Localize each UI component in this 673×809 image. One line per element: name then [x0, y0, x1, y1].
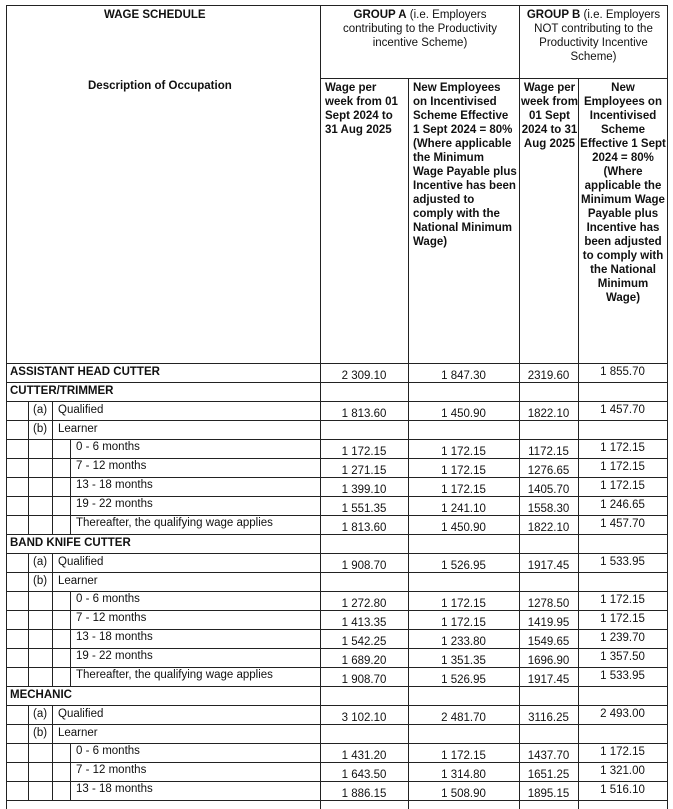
sub-marker: (b): [33, 423, 48, 435]
indent-divider: [52, 439, 53, 458]
group-b-incentive-value: 1 172.15: [600, 442, 645, 454]
indent-divider: [70, 496, 71, 515]
group-a-incentive-value: 1 450.90: [441, 522, 486, 534]
table-right-border: [667, 5, 668, 809]
group-b-incentive-value: 1 516.10: [600, 784, 645, 796]
group-b-incentive-value: 2 493.00: [600, 708, 645, 720]
group-b-incentive-value: 1 172.15: [600, 461, 645, 473]
indent-divider: [28, 610, 29, 629]
indent-divider: [28, 648, 29, 667]
indent-divider: [28, 553, 29, 572]
group-a-wage-value: 1 908.70: [341, 560, 387, 572]
indent-divider: [52, 477, 53, 496]
group-a-incentive-value: 1 233.80: [441, 636, 486, 648]
group-b-incentive-value: 1 533.95: [600, 670, 645, 682]
group-a-wage-value: 1 172.15: [341, 446, 387, 458]
indent-divider: [70, 648, 71, 667]
group-b-wage-value: 1895.15: [527, 788, 570, 800]
group-a-incentive-value: 1 314.80: [441, 769, 486, 781]
indent-divider: [52, 401, 53, 420]
group-a-wage-value: 2 309.10: [341, 370, 387, 382]
group-a-wage-value: 1 271.15: [341, 465, 387, 477]
group-b-wage-value: 1549.65: [527, 636, 570, 648]
group-b-wage-value: 2319.60: [527, 370, 570, 382]
group-a-incentive-value: 1 526.95: [441, 674, 486, 686]
group-a-wage-value: 1 813.60: [341, 408, 387, 420]
group-a-incentive-value: 1 847.30: [441, 370, 486, 382]
sub-marker: (a): [33, 404, 48, 416]
sub-label: Qualified: [58, 708, 104, 720]
item-label: Thereafter, the qualifying wage applies: [76, 669, 273, 681]
indent-divider: [28, 496, 29, 515]
table-left-border: [6, 5, 7, 809]
indent-divider: [70, 667, 71, 686]
indent-divider: [52, 591, 53, 610]
group-a-incentive-value: 1 172.15: [441, 465, 486, 477]
indent-divider: [52, 781, 53, 800]
group-a-wage-value: 1 813.60: [341, 522, 387, 534]
group-b-incentive-value: 1 246.65: [600, 499, 645, 511]
indent-divider: [52, 667, 53, 686]
group-b-wage-value: 3116.25: [528, 712, 569, 724]
indent-divider: [28, 705, 29, 724]
group-a-wage-value: 1 399.10: [341, 484, 387, 496]
group-b-incentive-value: 1 172.15: [600, 480, 645, 492]
indent-divider: [52, 420, 53, 439]
group-a-wage-value: 1 643.50: [341, 769, 387, 781]
indent-divider: [28, 515, 29, 534]
group-a-incentive-value: 1 172.15: [441, 617, 486, 629]
sub-marker: (b): [33, 727, 48, 739]
group-b-incentive-value: 1 457.70: [600, 404, 645, 416]
group-b-incentive-value: 1 855.70: [600, 366, 645, 378]
group-a-header: [324, 8, 516, 50]
group-a-title: GROUP A: [353, 9, 407, 21]
group-b-wage-value: 1822.10: [527, 522, 570, 534]
group-a-note: (i.e. Employers contributing to the Productivity incentive Scheme): [342, 9, 498, 49]
group-a-incentive-header: New Employees on Incentivised Scheme Effective 1 Sept 2024 = 80% (Where applicable the Minimum Wage Payable plus Incentive has been adjusted to comply with the National Minimum Wage): [413, 82, 517, 248]
section-label: MECHANIC: [10, 689, 72, 701]
indent-divider: [52, 743, 53, 762]
group-b-wage-header: Wage per week from 01 Sept 2024 to 31 Aug 2025: [521, 82, 578, 150]
indent-divider: [70, 477, 71, 496]
sub-label: Learner: [58, 727, 98, 739]
indent-divider: [28, 572, 29, 591]
indent-divider: [70, 762, 71, 781]
header-bottom-border: [6, 363, 668, 364]
group-a-incentive-value: 1 241.10: [441, 503, 486, 515]
group-b-wage-value: 1405.70: [527, 484, 570, 496]
group-b-wage-value: 1276.65: [527, 465, 570, 477]
indent-divider: [52, 648, 53, 667]
group-a-wage-value: 1 272.80: [341, 598, 387, 610]
indent-divider: [52, 762, 53, 781]
sub-label: Qualified: [58, 556, 104, 568]
group-b-wage-value: 1917.45: [527, 560, 570, 572]
group-b-wage-value: 1558.30: [527, 503, 570, 515]
group-b-incentive-value: 1 172.15: [600, 594, 645, 606]
group-b-wage-value: 1696.90: [527, 655, 570, 667]
indent-divider: [52, 629, 53, 648]
group-b-incentive-value: 1 172.15: [600, 746, 645, 758]
indent-divider: [28, 667, 29, 686]
indent-divider: [52, 610, 53, 629]
section-label: ASSISTANT HEAD CUTTER: [10, 366, 160, 378]
col-divider-a1: [320, 5, 321, 809]
indent-divider: [28, 762, 29, 781]
group-a-wage-value: 1 542.25: [341, 636, 387, 648]
group-a-incentive-value: 1 172.15: [441, 446, 486, 458]
row-border: [6, 705, 668, 706]
indent-divider: [28, 458, 29, 477]
indent-divider: [28, 591, 29, 610]
indent-divider: [52, 458, 53, 477]
group-b-incentive-value: 1 457.70: [600, 518, 645, 530]
group-b-incentive-value: 1 357.50: [600, 651, 645, 663]
indent-divider: [28, 724, 29, 743]
group-b-header: [522, 8, 665, 64]
indent-divider: [52, 515, 53, 534]
group-header-divider: [320, 78, 668, 79]
indent-divider: [70, 743, 71, 762]
group-a-incentive-value: 1 351.35: [441, 655, 486, 667]
group-a-wage-value: 1 908.70: [341, 674, 387, 686]
wage-schedule-title: WAGE SCHEDULE: [104, 9, 206, 21]
group-a-wage-value: 1 689.20: [341, 655, 387, 667]
group-a-incentive-value: 1 172.15: [441, 598, 486, 610]
group-b-wage-value: 1917.45: [527, 674, 570, 686]
row-border: [6, 401, 668, 402]
indent-divider: [28, 743, 29, 762]
group-b-incentive-header: New Employees on Incentivised Scheme Effective 1 Sept 2024 = 80% (Where applicable the Minimum Wage Payable plus Incentive has been adjusted to comply with the National Minimum Wage): [580, 82, 666, 304]
group-a-wage-value: 1 886.15: [341, 788, 387, 800]
group-b-incentive-value: 1 321.00: [600, 765, 645, 777]
indent-divider: [52, 553, 53, 572]
item-label: 19 - 22 months: [76, 650, 153, 662]
group-a-wage-value: 1 551.35: [341, 503, 387, 515]
indent-divider: [52, 724, 53, 743]
indent-divider: [70, 439, 71, 458]
group-b-title: GROUP B: [526, 9, 581, 21]
group-a-incentive-value: 1 526.95: [441, 560, 486, 572]
indent-divider: [70, 458, 71, 477]
group-b-wage-value: 1651.25: [527, 769, 570, 781]
group-a-incentive-value: 1 450.90: [441, 408, 486, 420]
group-b-wage-value: 1419.95: [527, 617, 570, 629]
group-a-wage-value: 1 413.35: [341, 617, 387, 629]
item-label: 7 - 12 months: [76, 612, 147, 624]
group-b-wage-value: 1437.70: [527, 750, 570, 762]
sub-marker: (b): [33, 575, 48, 587]
group-a-wage-value: 1 431.20: [341, 750, 387, 762]
indent-divider: [52, 572, 53, 591]
sub-marker: (a): [33, 556, 48, 568]
item-label: 0 - 6 months: [76, 593, 140, 605]
item-label: 13 - 18 months: [76, 631, 153, 643]
item-label: 0 - 6 months: [76, 745, 140, 757]
item-label: 7 - 12 months: [76, 460, 147, 472]
indent-divider: [70, 515, 71, 534]
sub-label: Qualified: [58, 404, 104, 416]
indent-divider: [28, 629, 29, 648]
group-b-incentive-value: 1 533.95: [600, 556, 645, 568]
group-b-wage-value: 1822.10: [527, 408, 570, 420]
indent-divider: [52, 705, 53, 724]
indent-divider: [28, 401, 29, 420]
group-a-incentive-value: 1 172.15: [441, 484, 486, 496]
group-b-wage-value: 1278.50: [527, 598, 570, 610]
item-label: 13 - 18 months: [76, 783, 153, 795]
indent-divider: [70, 610, 71, 629]
sub-label: Learner: [58, 575, 98, 587]
col-divider-b2: [578, 78, 579, 809]
group-a-incentive-value: 2 481.70: [441, 712, 486, 724]
item-label: 7 - 12 months: [76, 764, 147, 776]
group-b-note: (i.e. Employers NOT contributing to the Productivity Incentive Scheme): [534, 9, 661, 63]
item-label: 0 - 6 months: [76, 441, 140, 453]
sub-label: Learner: [58, 423, 98, 435]
indent-divider: [28, 420, 29, 439]
indent-divider: [28, 477, 29, 496]
group-b-incentive-value: 1 239.70: [600, 632, 645, 644]
indent-divider: [70, 629, 71, 648]
item-label: Thereafter, the qualifying wage applies: [76, 517, 273, 529]
indent-divider: [70, 591, 71, 610]
group-b-incentive-value: 1 172.15: [600, 613, 645, 625]
row-border: [6, 553, 668, 554]
indent-divider: [52, 496, 53, 515]
group-a-wage-value: 3 102.10: [341, 712, 387, 724]
group-a-incentive-value: 1 172.15: [441, 750, 486, 762]
section-label: BAND KNIFE CUTTER: [10, 537, 131, 549]
indent-divider: [28, 439, 29, 458]
group-a-wage-header: Wage per week from 01 Sept 2024 to 31 Aug 2025: [325, 82, 398, 136]
description-header: Description of Occupation: [88, 80, 232, 92]
item-label: 13 - 18 months: [76, 479, 153, 491]
item-label: 19 - 22 months: [76, 498, 153, 510]
table-top-border: [6, 5, 668, 6]
indent-divider: [28, 781, 29, 800]
group-a-incentive-value: 1 508.90: [441, 788, 486, 800]
col-divider-a2: [408, 78, 409, 809]
sub-marker: (a): [33, 708, 48, 720]
section-label: CUTTER/TRIMMER: [10, 385, 114, 397]
group-b-wage-value: 1172.15: [528, 446, 569, 458]
indent-divider: [70, 781, 71, 800]
